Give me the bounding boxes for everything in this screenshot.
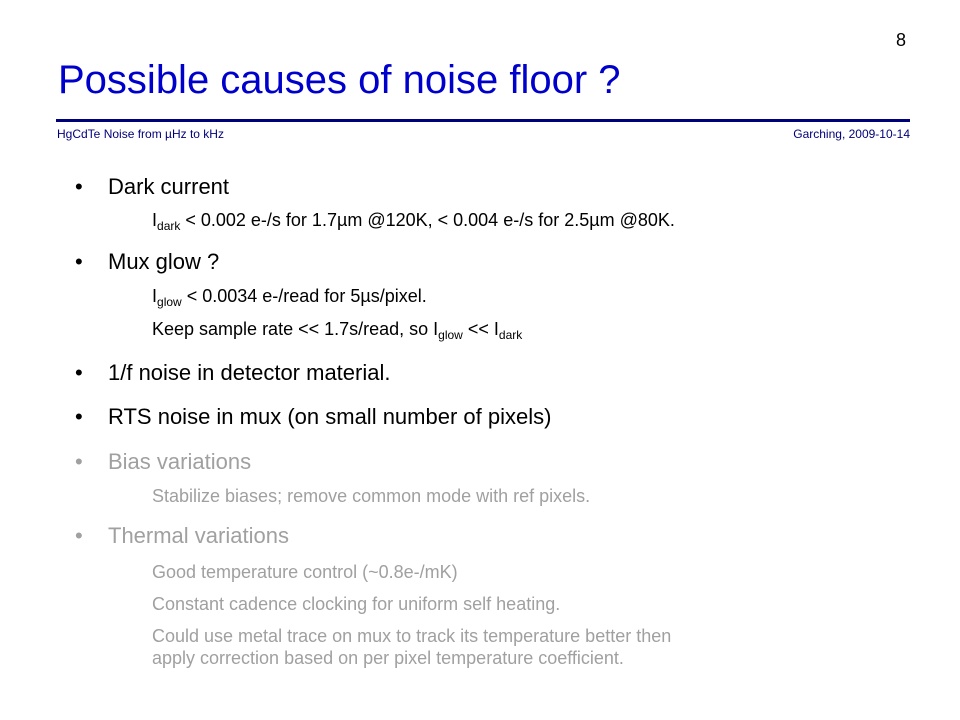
subscript: dark	[157, 219, 181, 233]
bullet-text: Dark current	[108, 174, 230, 199]
bullet-text: Thermal variations	[108, 523, 289, 548]
var: I	[152, 286, 158, 306]
detail-text: < 0.002 e-/s for 1.7µm @120K, < 0.004 e-/s for 2.5µm @80K.	[180, 210, 675, 230]
bullet-dot: •	[75, 404, 83, 429]
thermal-detail-1: Good temperature control (~0.8e-/mK)	[152, 562, 458, 582]
subscript: glow	[438, 328, 463, 342]
bias-detail: Stabilize biases; remove common mode with ref pixels.	[152, 486, 591, 506]
bullet-dot: •	[75, 523, 83, 548]
bullet-one-f-noise	[75, 360, 390, 386]
bullet-dot: •	[75, 449, 83, 474]
var: I	[152, 210, 158, 230]
thermal-detail-3a: Could use metal trace on mux to track its temperature better then	[152, 626, 672, 646]
footer-left: HgCdTe Noise from µHz to kHz	[57, 127, 224, 141]
mux-glow-detail-2	[152, 318, 522, 340]
thermal-detail-2: Constant cadence clocking for uniform self heating.	[152, 594, 561, 614]
title-rule	[56, 119, 910, 122]
bullet-dark-current	[75, 174, 229, 200]
page-number: 8	[896, 30, 907, 50]
bullet-text: Bias variations	[108, 449, 252, 474]
bullet-dot: •	[75, 174, 83, 199]
detail-text: << I	[462, 319, 499, 339]
thermal-detail-3b: apply correction based on per pixel temperature coefficient.	[152, 648, 624, 668]
subscript: glow	[157, 295, 182, 309]
mux-glow-detail-1	[152, 285, 427, 307]
bullet-rts-noise	[75, 404, 551, 430]
bullet-bias-variations	[75, 449, 251, 475]
subscript: dark	[498, 328, 523, 342]
slide-title: Possible causes of noise floor ?	[58, 58, 621, 102]
dark-current-detail	[152, 209, 675, 231]
bullet-text: RTS noise in mux (on small number of pixels)	[108, 404, 552, 429]
bullet-text: Mux glow ?	[108, 249, 220, 274]
bullet-thermal-variations	[75, 523, 289, 549]
bullet-mux-glow	[75, 249, 219, 275]
bullet-text: 1/f noise in detector material.	[108, 360, 391, 385]
detail-text: Keep sample rate << 1.7s/read, so I	[152, 319, 439, 339]
bullet-dot: •	[75, 249, 83, 274]
footer-right: Garching, 2009-10-14	[793, 127, 910, 141]
bullet-dot: •	[75, 360, 83, 385]
detail-text: < 0.0034 e-/read for 5µs/pixel.	[181, 286, 427, 306]
